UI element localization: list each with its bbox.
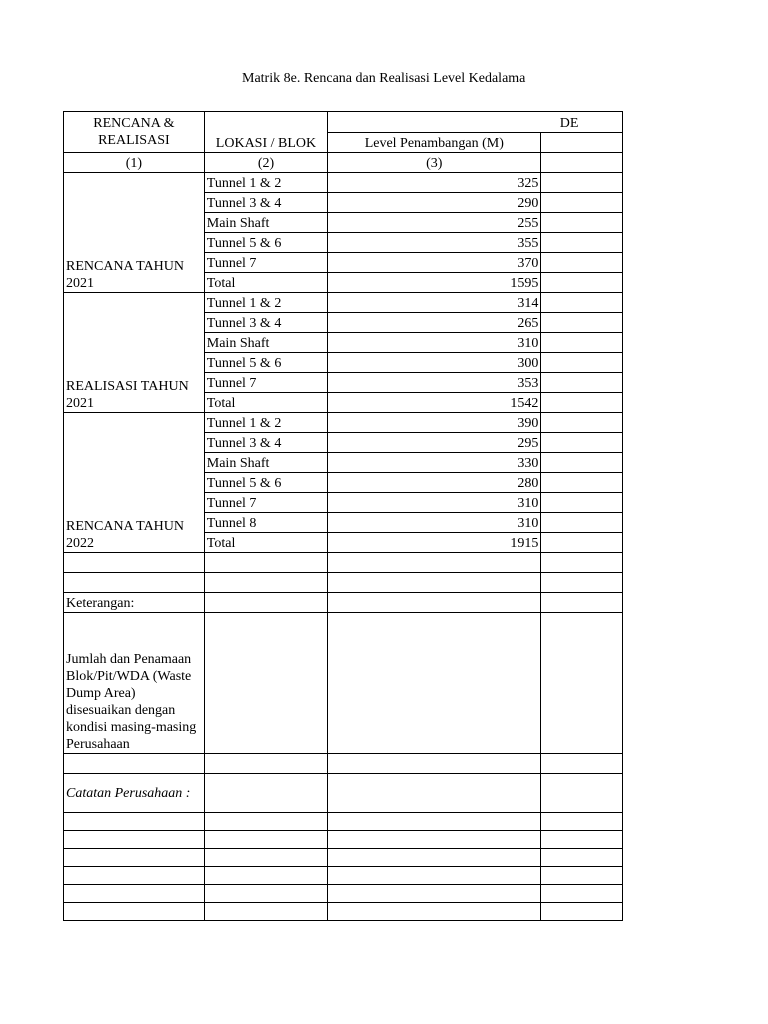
header-level-penambangan: Level Penambangan (M)	[328, 133, 541, 153]
matrix-table-viewport	[63, 111, 579, 937]
table-row	[64, 774, 623, 813]
lokasi-cell: Total	[204, 533, 327, 553]
empty-cell	[64, 573, 205, 593]
empty-cell	[204, 849, 327, 867]
lokasi-cell: Tunnel 5 & 6	[204, 233, 327, 253]
empty-cell	[328, 849, 541, 867]
page-title: Matrik 8e. Rencana dan Realisasi Level Kedalama	[242, 71, 526, 86]
empty-cell	[204, 553, 327, 573]
table-row	[64, 173, 623, 193]
header-rencana-realisasi: RENCANA & REALISASI	[64, 112, 205, 153]
lokasi-cell: Tunnel 1 & 2	[204, 173, 327, 193]
empty-cell	[64, 849, 205, 867]
empty-cell	[328, 885, 541, 903]
lokasi-cell: Tunnel 1 & 2	[204, 293, 327, 313]
empty-cell	[64, 903, 205, 921]
empty-cell	[64, 754, 205, 774]
table-row	[64, 831, 623, 849]
empty-cell	[204, 754, 327, 774]
lokasi-cell: Main Shaft	[204, 333, 327, 353]
empty-cell	[541, 903, 623, 921]
keterangan-text: Jumlah dan Penamaan Blok/Pit/WDA (Waste Dump Area) disesuaikan dengan kondisi masing-masing Perusahaan	[64, 613, 205, 754]
table-row	[64, 754, 623, 774]
header-group: DE	[328, 112, 623, 133]
empty-cell	[204, 593, 327, 613]
empty-cell	[204, 573, 327, 593]
lokasi-cell: Tunnel 8	[204, 513, 327, 533]
table-row	[64, 885, 623, 903]
empty-cell	[541, 831, 623, 849]
level-cell: 290	[328, 193, 541, 213]
empty-cell	[204, 885, 327, 903]
hidden-cell	[541, 533, 623, 553]
empty-cell	[541, 553, 623, 573]
table-row	[64, 593, 623, 613]
header-num-3: (3)	[328, 153, 541, 173]
table-row	[64, 813, 623, 831]
lokasi-cell: Total	[204, 273, 327, 293]
level-cell: 355	[328, 233, 541, 253]
hidden-cell	[541, 453, 623, 473]
level-cell: 310	[328, 333, 541, 353]
empty-cell	[541, 593, 623, 613]
level-cell: 353	[328, 373, 541, 393]
table-row	[64, 849, 623, 867]
empty-cell	[64, 831, 205, 849]
empty-cell	[328, 593, 541, 613]
table-row	[64, 553, 623, 573]
hidden-cell	[541, 193, 623, 213]
hidden-cell	[541, 333, 623, 353]
empty-cell	[328, 903, 541, 921]
level-cell: 314	[328, 293, 541, 313]
hidden-cell	[541, 213, 623, 233]
empty-cell	[328, 613, 541, 754]
keterangan-label: Keterangan:	[64, 593, 205, 613]
level-cell: 255	[328, 213, 541, 233]
hidden-cell	[541, 393, 623, 413]
hidden-cell	[541, 353, 623, 373]
empty-cell	[541, 754, 623, 774]
lokasi-cell: Tunnel 7	[204, 253, 327, 273]
empty-cell	[64, 867, 205, 885]
lokasi-cell: Tunnel 1 & 2	[204, 413, 327, 433]
catatan-label: Catatan Perusahaan :	[64, 774, 205, 813]
empty-cell	[204, 813, 327, 831]
lokasi-cell: Tunnel 7	[204, 373, 327, 393]
empty-cell	[204, 867, 327, 885]
empty-cell	[328, 573, 541, 593]
hidden-cell	[541, 173, 623, 193]
empty-cell	[541, 613, 623, 754]
table-row	[64, 867, 623, 885]
empty-cell	[541, 885, 623, 903]
empty-cell	[64, 813, 205, 831]
hidden-cell	[541, 413, 623, 433]
hidden-cell	[541, 373, 623, 393]
hidden-cell	[541, 293, 623, 313]
level-cell: 310	[328, 513, 541, 533]
table-row	[64, 413, 623, 433]
level-cell: 1915	[328, 533, 541, 553]
level-cell: 1542	[328, 393, 541, 413]
level-cell: 1595	[328, 273, 541, 293]
table-row	[64, 293, 623, 313]
table-row	[64, 613, 623, 754]
level-cell: 295	[328, 433, 541, 453]
lokasi-cell: Tunnel 3 & 4	[204, 193, 327, 213]
header-num-1: (1)	[64, 153, 205, 173]
empty-cell	[328, 813, 541, 831]
empty-cell	[64, 885, 205, 903]
empty-cell	[328, 831, 541, 849]
empty-cell	[541, 849, 623, 867]
lokasi-cell: Tunnel 3 & 4	[204, 433, 327, 453]
hidden-cell	[541, 433, 623, 453]
hidden-cell	[541, 513, 623, 533]
table-row	[64, 903, 623, 921]
empty-cell	[204, 774, 327, 813]
group-label: REALISASI TAHUN 2021	[64, 293, 205, 413]
empty-cell	[328, 754, 541, 774]
hidden-cell	[541, 253, 623, 273]
empty-cell	[541, 774, 623, 813]
empty-cell	[541, 573, 623, 593]
header-cell-hidden	[541, 153, 623, 173]
lokasi-cell: Tunnel 3 & 4	[204, 313, 327, 333]
lokasi-cell: Tunnel 7	[204, 493, 327, 513]
lokasi-cell: Tunnel 5 & 6	[204, 473, 327, 493]
lokasi-cell: Total	[204, 393, 327, 413]
empty-cell	[541, 813, 623, 831]
empty-cell	[204, 613, 327, 754]
table-row	[64, 573, 623, 593]
level-cell: 370	[328, 253, 541, 273]
header-cell-hidden	[541, 133, 623, 153]
group-label: RENCANA TAHUN 2022	[64, 413, 205, 553]
empty-cell	[541, 867, 623, 885]
level-cell: 330	[328, 453, 541, 473]
header-num-2: (2)	[204, 153, 327, 173]
hidden-cell	[541, 273, 623, 293]
empty-cell	[328, 774, 541, 813]
empty-cell	[64, 553, 205, 573]
level-cell: 310	[328, 493, 541, 513]
lokasi-cell: Tunnel 5 & 6	[204, 353, 327, 373]
level-cell: 390	[328, 413, 541, 433]
empty-cell	[328, 867, 541, 885]
empty-cell	[204, 903, 327, 921]
group-label: RENCANA TAHUN 2021	[64, 173, 205, 293]
hidden-cell	[541, 233, 623, 253]
level-cell: 300	[328, 353, 541, 373]
level-cell: 280	[328, 473, 541, 493]
empty-cell	[204, 831, 327, 849]
lokasi-cell: Main Shaft	[204, 453, 327, 473]
matrix-table	[63, 111, 623, 921]
empty-cell	[328, 553, 541, 573]
lokasi-cell: Main Shaft	[204, 213, 327, 233]
level-cell: 325	[328, 173, 541, 193]
level-cell: 265	[328, 313, 541, 333]
hidden-cell	[541, 493, 623, 513]
hidden-cell	[541, 473, 623, 493]
header-lokasi-blok: LOKASI / BLOK	[204, 112, 327, 153]
hidden-cell	[541, 313, 623, 333]
